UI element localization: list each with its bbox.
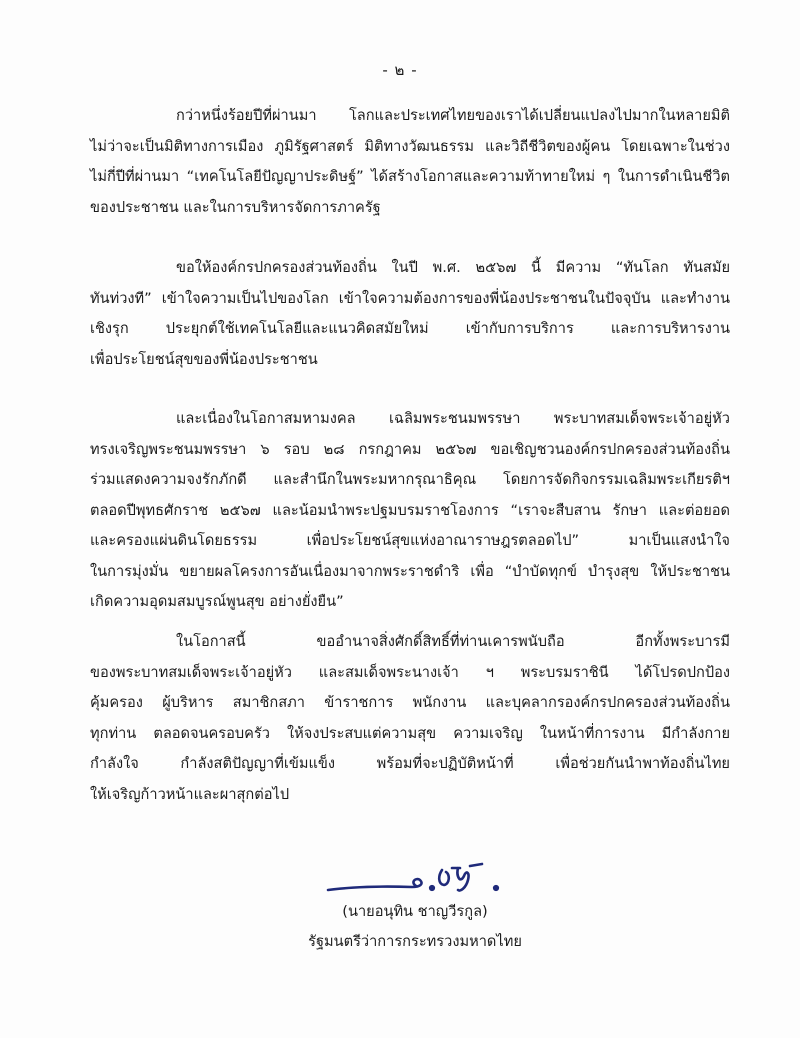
paragraph-line: และเนื่องในโอกาสมหามงคล เฉลิมพระชนมพรรษา พระบาทสมเด็จพระเจ้าอยู่หัว — [176, 410, 730, 427]
paragraph-line: ทุกท่าน ตลอดจนครอบครัว ให้จงประสบแต่ความสุข ความเจริญ ในหน้าที่การงาน มีกำลังกาย — [90, 724, 730, 742]
paragraph-royal-celebration — [90, 404, 730, 618]
paragraph-line: เพื่อประโยชน์สุขของพี่น้องประชาชน — [90, 350, 318, 368]
paragraph-line: ของพระบาทสมเด็จพระเจ้าอยู่หัว และสมเด็จพระนางเจ้า ฯ พระบรมราชินี ได้โปรดปกป้อง — [90, 663, 730, 681]
signer-title: รัฐมนตรีว่าการกระทรวงมหาดไทย — [308, 933, 522, 950]
paragraph-line: ในโอกาสนี้ ขออำนาจสิ่งศักดิ์สิทธิ์ที่ท่านเคารพนับถือ อีกทั้งพระบารมี — [176, 633, 730, 650]
paragraph-line: กำลังใจ กำลังสติปัญญาที่เข้มแข็ง พร้อมที่จะปฏิบัติหน้าที่ เพื่อช่วยกันนำพาท้องถิ่นไทย — [90, 755, 730, 772]
paragraph-line: ในการมุ่งมั่น ขยายผลโครงการอันเนื่องมาจากพระราชดำริ เพื่อ “บำบัดทุกข์ บำรุงสุข ให้ประชาชน — [90, 562, 730, 580]
paragraph-line: ขอให้องค์กรปกครองส่วนท้องถิ่น ในปี พ.ศ. ๒๕๖๗ นี้ มีความ “ทันโลก ทันสมัย — [176, 259, 730, 276]
paragraph-line: เชิงรุก ประยุกต์ใช้เทคโนโลยีและแนวคิดสมัยใหม่ เข้ากับการบริการ และการบริหารงาน — [90, 320, 730, 337]
signature-block — [300, 848, 600, 958]
paragraph-line: ร่วมแสดงความจงรักภักดี และสำนึกในพระมหากรุณาธิคุณ โดยการจัดกิจกรรมเฉลิมพระเกียรติฯ — [90, 471, 730, 488]
paragraph-line: คุ้มครอง ผู้บริหาร สมาชิกสภา ข้าราชการ พนักงาน และบุคลากรองค์กรปกครองส่วนท้องถิ่น — [90, 694, 730, 711]
paragraph-line: ตลอดปีพุทธศักราช ๒๕๖๗ และน้อมนำพระปฐมบรมราชโองการ “เราจะสืบสาน รักษา และต่อยอด — [90, 501, 730, 519]
page-number: - ๒ - — [382, 61, 418, 79]
paragraph-line: กว่าหนึ่งร้อยปีที่ผ่านมา โลกและประเทศไทยของเราได้เปลี่ยนแปลงไปมากในหลายมิติ — [176, 107, 730, 124]
paragraph-line: เกิดความอุดมสมบูรณ์พูนสุข อย่างยั่งยืน” — [90, 593, 344, 610]
paragraph-line: และครองแผ่นดินโดยธรรม เพื่อประโยชน์สุขแห่งอาณาราษฎรตลอดไป” มาเป็นแสงนำใจ — [90, 532, 730, 549]
paragraph-line: ให้เจริญก้าวหน้าและผาสุกต่อไป — [90, 785, 290, 803]
paragraph-line: ทันท่วงที” เข้าใจความเป็นไปของโลก เข้าใจความต้องการของพี่น้องประชาชนในปัจจุบัน และทำงาน — [90, 289, 730, 307]
paragraph-blessing — [90, 627, 730, 810]
paragraph-technology — [90, 101, 730, 223]
handwritten-signature — [320, 858, 540, 900]
paragraph-line: ไม่ว่าจะเป็นมิติทางการเมือง ภูมิรัฐศาสตร์ มิติทางวัฒนธรรม และวิถีชีวิตของผู้คน โดยเฉพาะในช่วง — [90, 137, 730, 155]
signer-name: (นายอนุทิน ชาญวีรกูล) — [342, 903, 488, 920]
paragraph-line: ของประชาชน และในการบริหารจัดการภาครัฐ — [90, 198, 381, 216]
paragraph-line: ทรงเจริญพระชนมพรรษา ๖ รอบ ๒๘ กรกฎาคม ๒๕๖๗ ขอเชิญชวนองค์กรปกครองส่วนท้องถิ่น — [90, 440, 730, 458]
paragraph-local-government — [90, 253, 730, 375]
paragraph-line: ไม่กี่ปีที่ผ่านมา “เทคโนโลยีปัญญาประดิษฐ์” ได้สร้างโอกาสและความท้าทายใหม่ ๆ ในการดำเนินชีวิต — [90, 168, 730, 185]
